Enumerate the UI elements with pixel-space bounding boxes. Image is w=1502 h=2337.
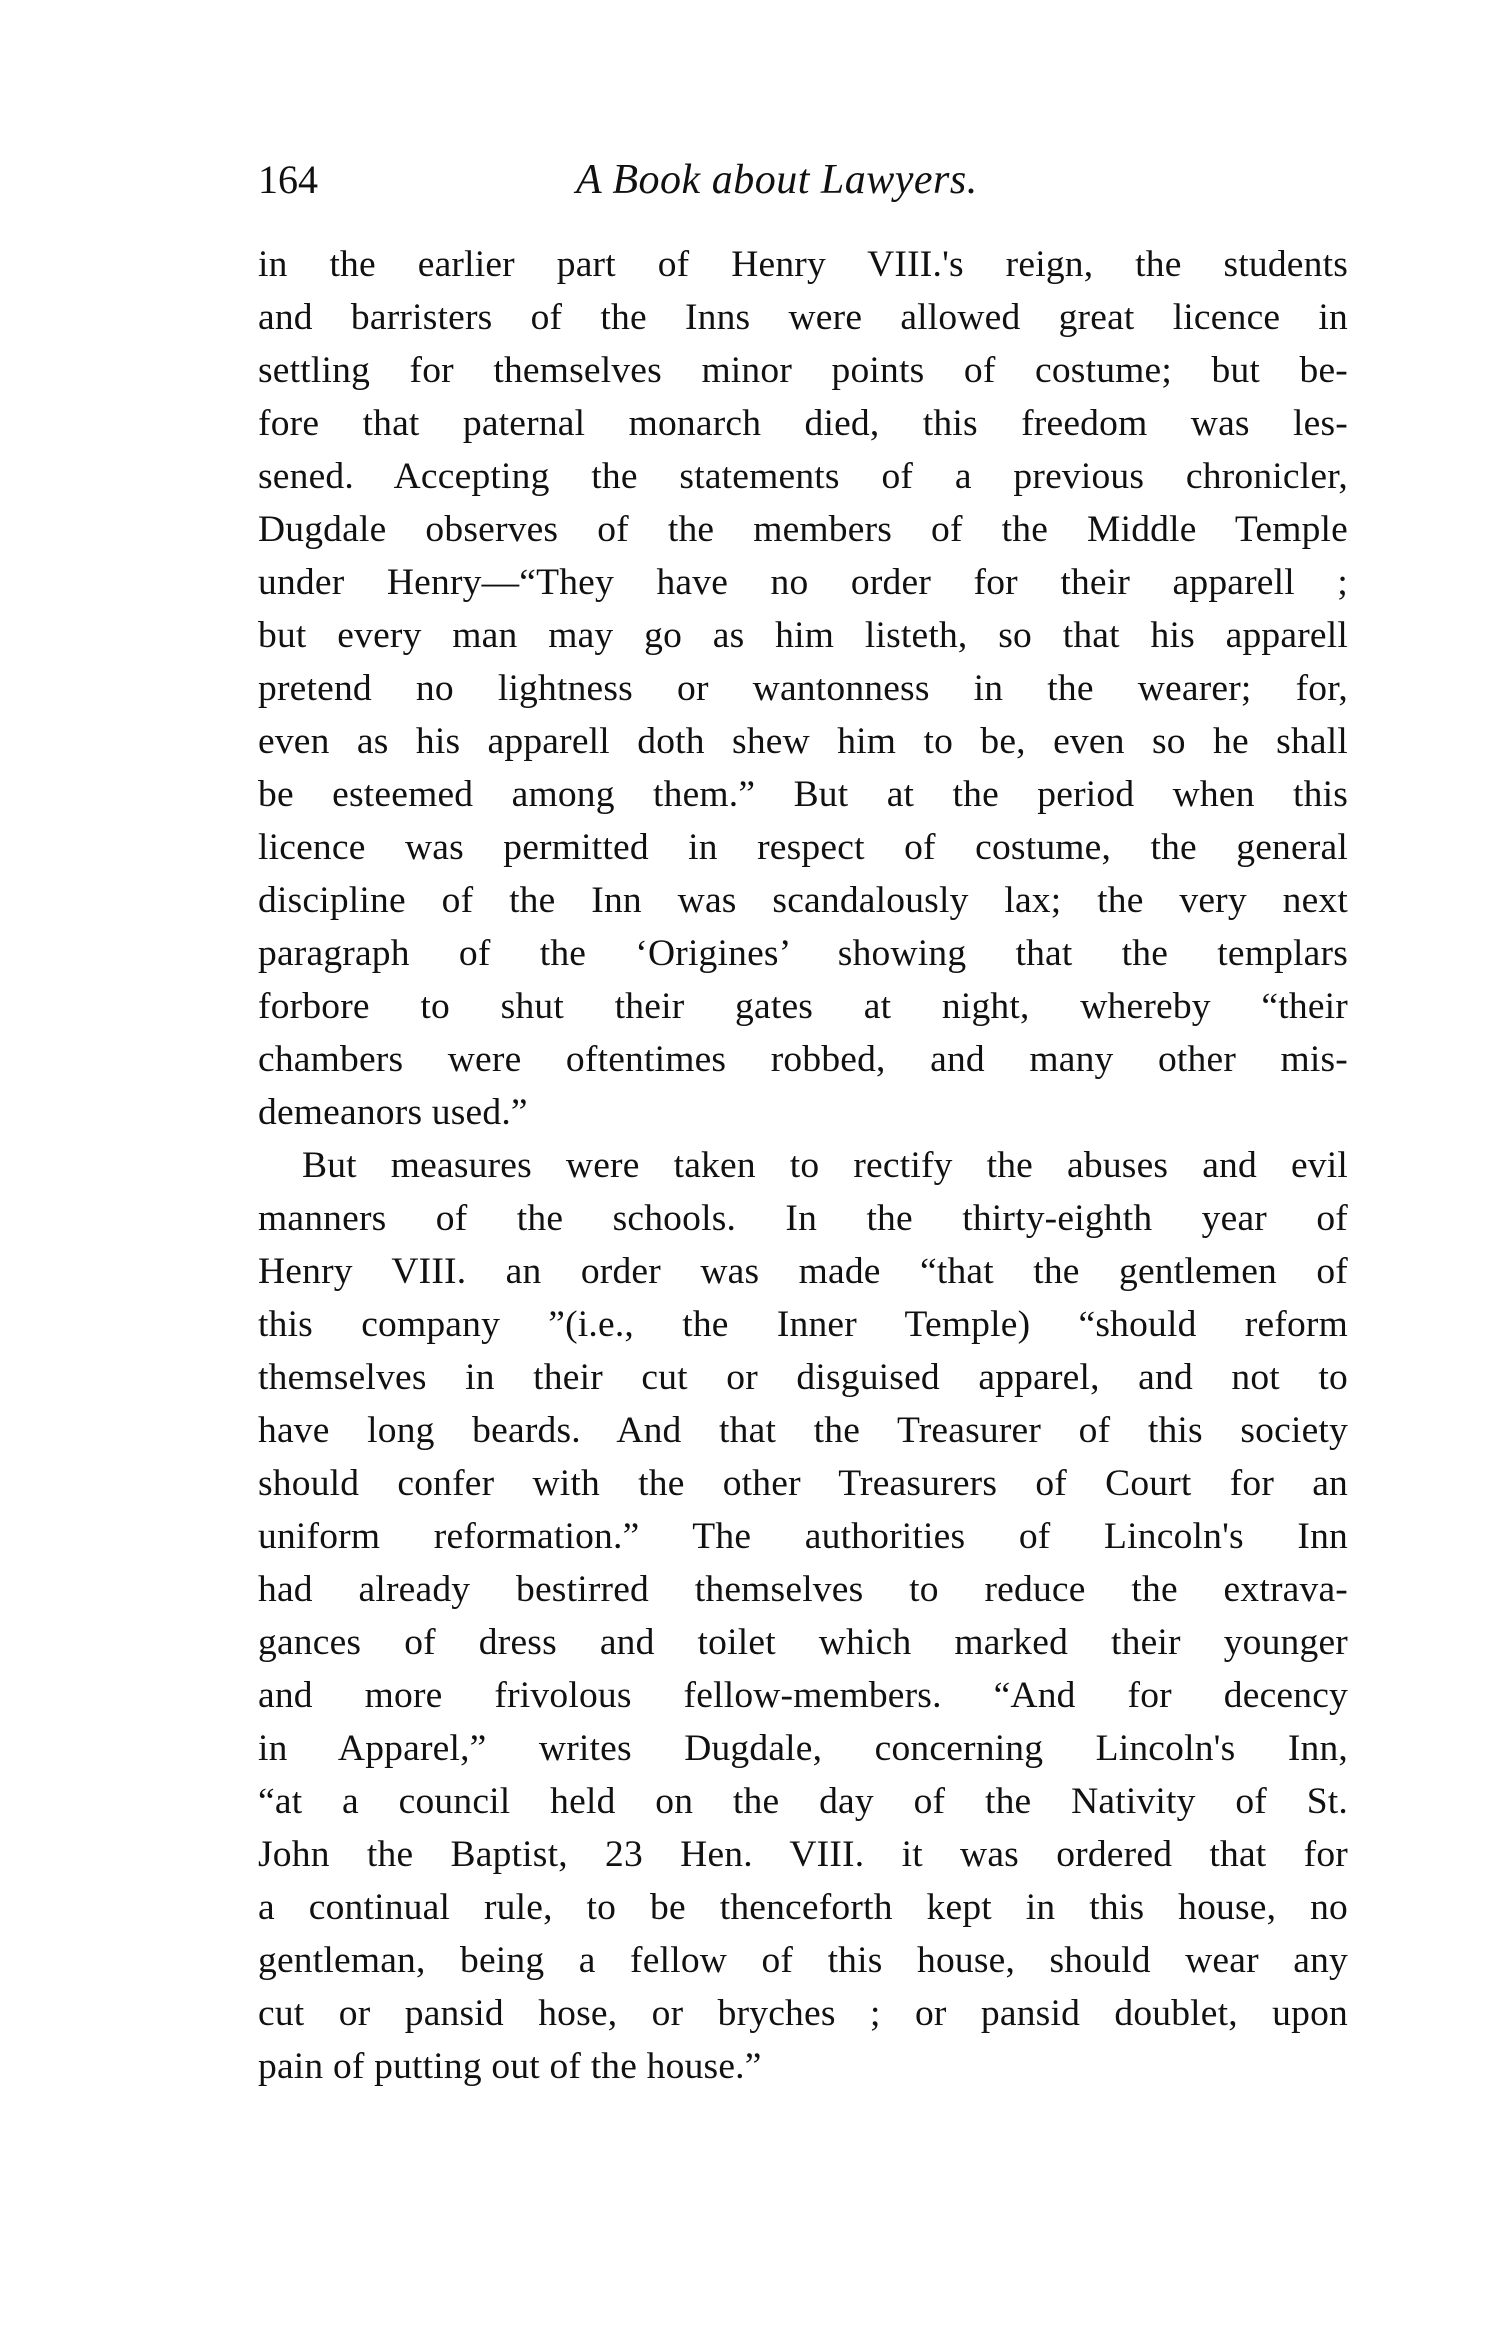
text-line: Dugdale observes of the members of the Middle Temple bbox=[258, 509, 1348, 550]
paragraph-end-line: demeanors used.” bbox=[258, 1092, 528, 1133]
text-line: gentleman, being a fellow of this house, should wear any bbox=[258, 1940, 1348, 1981]
running-title: A Book about Lawyers. bbox=[576, 157, 978, 203]
running-head bbox=[258, 148, 1348, 212]
text-line: be esteemed among them.” But at the period when this bbox=[258, 774, 1348, 815]
text-line: fore that paternal monarch died, this freedom was les- bbox=[258, 403, 1348, 444]
text-line: forbore to shut their gates at night, whereby “their bbox=[258, 986, 1348, 1027]
text-line: this company ”(i.e., the Inner Temple) “should reform bbox=[258, 1304, 1348, 1345]
text-line: “at a council held on the day of the Nativity of St. bbox=[258, 1781, 1348, 1822]
text-line: and more frivolous fellow-members. “And for decency bbox=[258, 1675, 1348, 1716]
paragraph-start-line: But measures were taken to rectify the abuses and evil bbox=[302, 1145, 1348, 1186]
text-line: a continual rule, to be thenceforth kept in this house, no bbox=[258, 1887, 1348, 1928]
text-line: gances of dress and toilet which marked their younger bbox=[258, 1622, 1348, 1663]
text-line: chambers were oftentimes robbed, and many other mis- bbox=[258, 1039, 1348, 1080]
text-line: licence was permitted in respect of costume, the general bbox=[258, 827, 1348, 868]
body-text bbox=[258, 238, 1348, 2093]
text-line: even as his apparell doth shew him to be, even so he shall bbox=[258, 721, 1348, 762]
text-line: in Apparel,” writes Dugdale, concerning Lincoln's Inn, bbox=[258, 1728, 1348, 1769]
text-line: had already bestirred themselves to reduce the extrava- bbox=[258, 1569, 1348, 1610]
text-line: sened. Accepting the statements of a previous chronicler, bbox=[258, 456, 1348, 497]
text-line: should confer with the other Treasurers of Court for an bbox=[258, 1463, 1348, 1504]
page-number: 164 bbox=[258, 157, 318, 202]
text-line: cut or pansid hose, or bryches ; or pansid doublet, upon bbox=[258, 1993, 1348, 2034]
text-line: settling for themselves minor points of costume; but be- bbox=[258, 350, 1348, 391]
text-line: discipline of the Inn was scandalously lax; the very next bbox=[258, 880, 1348, 921]
text-line: in the earlier part of Henry VIII.'s reign, the students bbox=[258, 244, 1348, 285]
text-line: under Henry—“They have no order for their apparell ; bbox=[258, 562, 1348, 603]
text-line: paragraph of the ‘Origines’ showing that the templars bbox=[258, 933, 1348, 974]
text-line: pretend no lightness or wantonness in the wearer; for, bbox=[258, 668, 1348, 709]
text-line: themselves in their cut or disguised apparel, and not to bbox=[258, 1357, 1348, 1398]
text-line: uniform reformation.” The authorities of Lincoln's Inn bbox=[258, 1516, 1348, 1557]
text-line: and barristers of the Inns were allowed great licence in bbox=[258, 297, 1348, 338]
text-line: John the Baptist, 23 Hen. VIII. it was ordered that for bbox=[258, 1834, 1348, 1875]
text-line: manners of the schools. In the thirty-eighth year of bbox=[258, 1198, 1348, 1239]
text-line: have long beards. And that the Treasurer of this society bbox=[258, 1410, 1348, 1451]
text-line: Henry VIII. an order was made “that the gentlemen of bbox=[258, 1251, 1348, 1292]
paragraph-end-line: pain of putting out of the house.” bbox=[258, 2046, 762, 2087]
text-line: but every man may go as him listeth, so that his apparell bbox=[258, 615, 1348, 656]
